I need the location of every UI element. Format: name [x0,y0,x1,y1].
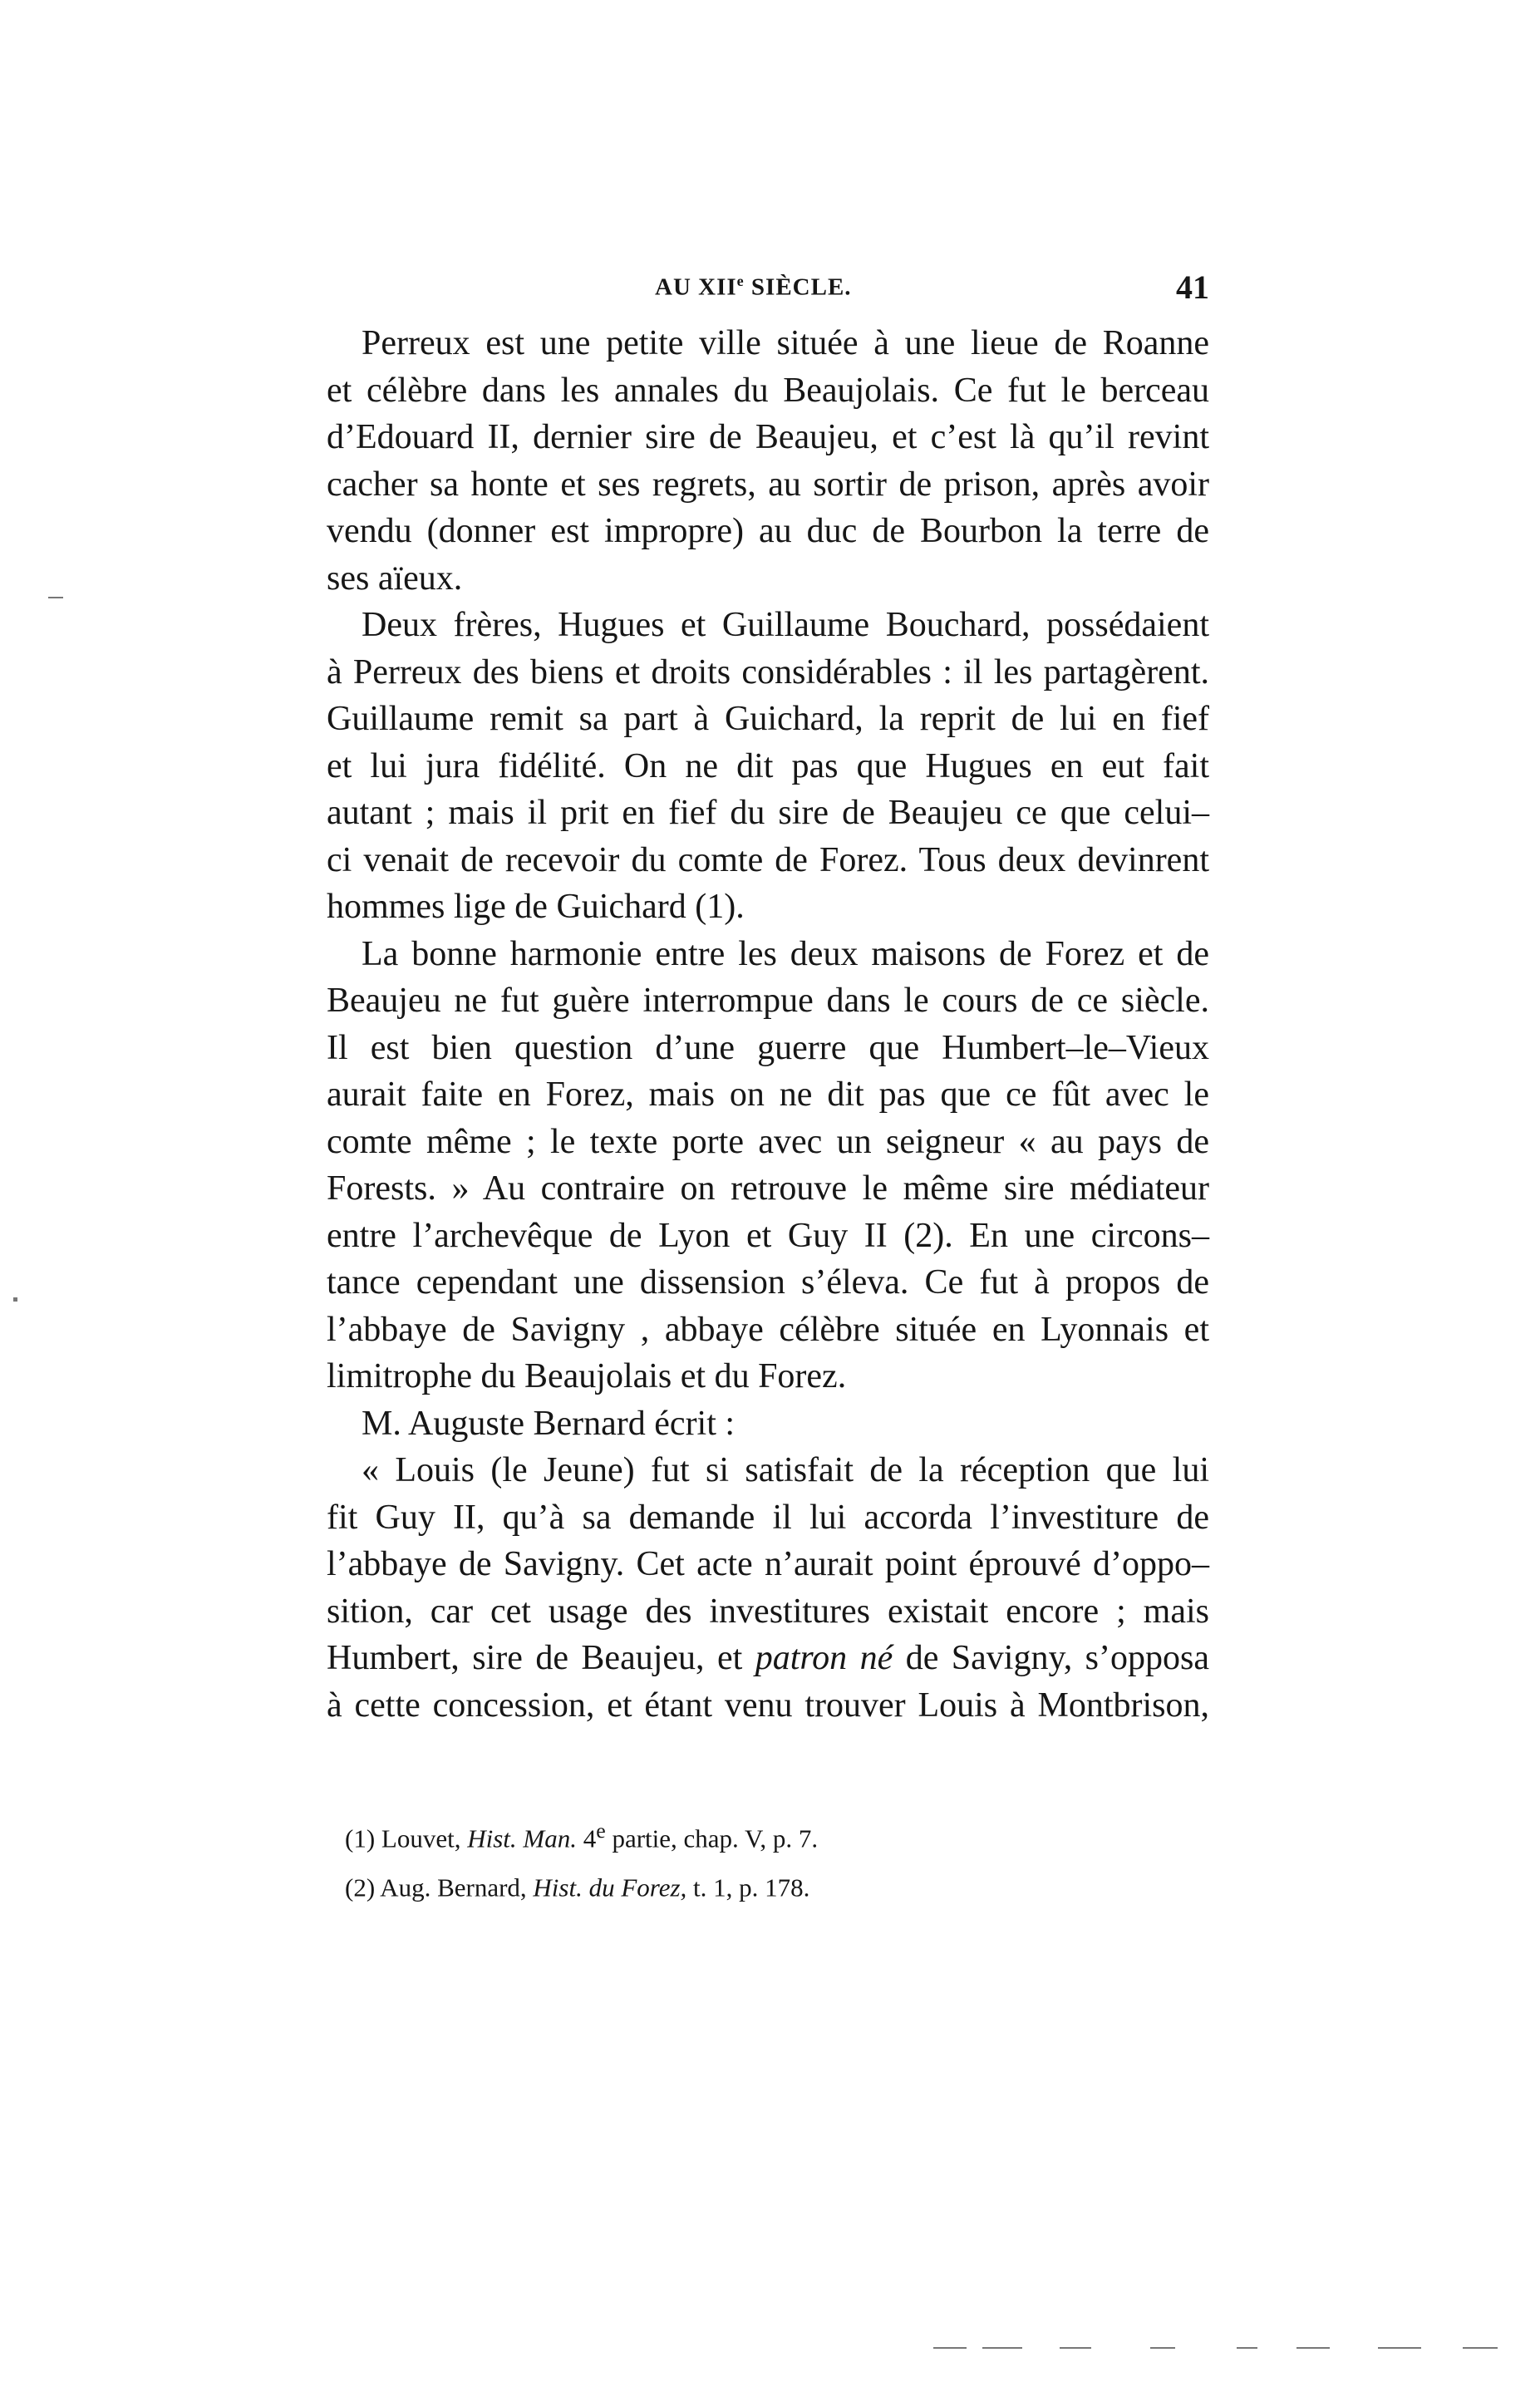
scan-mark-bottom-4 [1150,2347,1175,2349]
text-line: d’Edouard II, dernier sire de Beaujeu, et c’est là qu’il revint [327,418,1209,456]
text-line: entre l’archevêque de Lyon et Guy II (2). En une circons– [327,1216,1209,1255]
footnote-text: 4 [576,1823,597,1853]
text-line: à cette concession, et étant venu trouver Louis à Montbrison, [327,1686,1209,1725]
scan-mark-bottom-5 [1237,2347,1257,2349]
running-head-prefix: AU XII [655,273,737,301]
text-line: Beaujeu ne fut guère interrompue dans le cours de ce siècle. [327,982,1209,1020]
paragraph-quotation [327,1447,1209,1729]
scan-mark-left [48,597,63,598]
text-line: limitrophe du Beaujolais et du Forez. [327,1357,847,1395]
paragraph-harmonie [327,931,1209,1400]
text-run: de Savigny, s’opposa [893,1639,1209,1677]
scan-mark-margin [13,1297,17,1302]
text-line: l’abbaye de Savigny , abbaye célèbre située en Lyonnais et [327,1310,1209,1349]
footnote-italic: Hist. Man. [467,1823,577,1853]
scan-mark-bottom-8 [1463,2347,1498,2349]
text-line: Perreux est une petite ville située à une lieue de Roanne [362,324,1209,362]
running-head [655,273,852,302]
scan-mark-bottom-7 [1378,2347,1421,2349]
text-line: Guillaume remit sa part à Guichard, la reprit de lui en fief [327,700,1209,738]
italic-text: patron né [755,1639,893,1677]
scan-mark-bottom-3 [1060,2347,1091,2349]
footnote-1 [345,1810,1093,1859]
text-line: ci venait de recevoir du comte de Forez. Tous deux devinrent [327,840,1209,879]
text-line: et célèbre dans les annales du Beaujolais. Ce fut le berceau [327,371,1209,410]
text-line: autant ; mais il prit en fief du sire de Beaujeu ce que celui– [327,794,1209,832]
text-line: La bonne harmonie entre les deux maisons de Forez et de [362,934,1209,973]
text-line: M. Auguste Bernard écrit : [362,1404,736,1443]
text-line: à Perreux des biens et droits considérables : il les partagèrent. [327,652,1209,691]
body-text [327,320,1209,1729]
footnote-italic: Hist. du Forez, [533,1873,687,1902]
page-header [327,268,1209,309]
footnote-text: partie, chap. V, p. 7. [605,1823,819,1853]
scan-mark-bottom-6 [1296,2347,1330,2349]
text-line: et lui jura fidélité. On ne dit pas que Hugues en eut fait [327,746,1209,785]
scan-mark-bottom-1 [933,2347,967,2349]
text-line: tance cependant une dissension s’éleva. Ce fut à propos de [327,1263,1209,1302]
text-line: vendu (donner est impropre) au duc de Bourbon la terre de [327,512,1209,550]
text-line: Deux frères, Hugues et Guillaume Bouchard, possédaient [362,606,1209,644]
footnotes [345,1810,1093,1909]
running-head-superscript: e [736,273,745,289]
footnote-text: (1) Louvet, [345,1823,468,1853]
text-run: Humbert, sire de Beaujeu, et [327,1639,755,1677]
running-head-suffix: SIÈCLE. [744,273,852,301]
text-line: Forests. » Au contraire on retrouve le même sire médiateur [327,1169,1209,1208]
footnote-text: (2) Aug. Bernard, [345,1873,534,1902]
text-line: sition, car cet usage des investitures existait encore ; mais [327,1592,1209,1631]
paragraph-perreux [327,320,1209,602]
text-line [327,1635,1209,1682]
page-number: 41 [1176,268,1209,306]
text-line: Il est bien question d’une guerre que Humbert–le–Vieux [327,1028,1209,1067]
footnote-2 [345,1859,1093,1908]
scan-mark-bottom-2 [982,2347,1022,2349]
text-line: aurait faite en Forez, mais on ne dit pas que ce fût avec le [327,1075,1209,1114]
footnote-text: t. 1, p. 178. [686,1873,810,1902]
text-line: ses aïeux. [327,559,463,598]
text-line: fit Guy II, qu’à sa demande il lui accorda l’investiture de [327,1498,1209,1537]
text-line: « Louis (le Jeune) fut si satisfait de la réception que lui [362,1451,1209,1489]
text-line: comte même ; le texte porte avec un seigneur « au pays de [327,1122,1209,1161]
paragraph-bouchard [327,602,1209,931]
text-line: hommes lige de Guichard (1). [327,888,745,926]
text-line: cacher sa honte et ses regrets, au sortir de prison, après avoir [327,465,1209,504]
text-line: l’abbaye de Savigny. Cet acte n’aurait point éprouvé d’oppo– [327,1545,1209,1583]
paragraph-bernard-intro [327,1400,1209,1448]
footnote-superscript: e [596,1818,606,1843]
